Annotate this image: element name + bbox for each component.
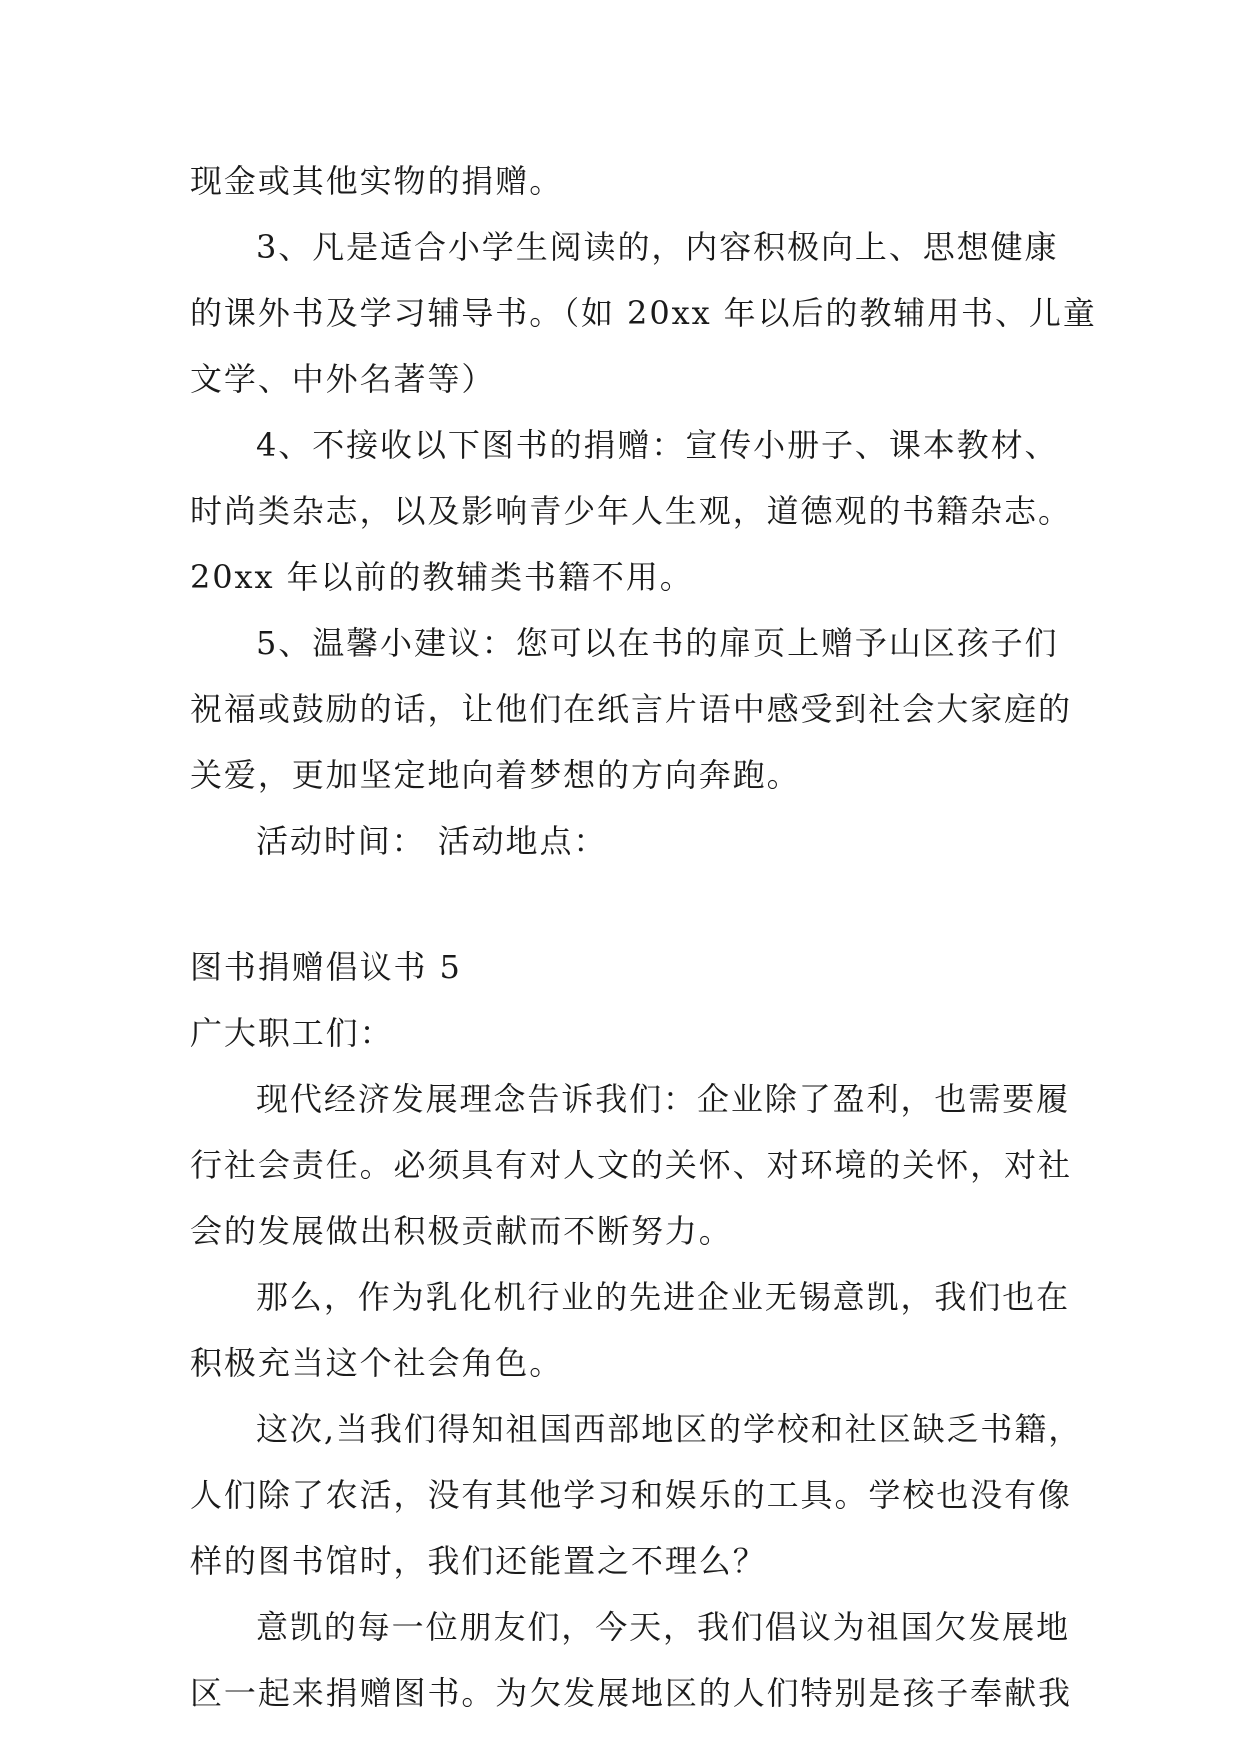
paragraph-line: 现代经济发展理念告诉我们：企业除了盈利，也需要履 xyxy=(256,1080,1071,1118)
paragraph-line: 的课外书及学习辅导书。（如 20xx 年以后的教辅用书、儿童 xyxy=(190,294,1097,332)
paragraph-line: 那么，作为乳化机行业的先进企业无锡意凯，我们也在 xyxy=(256,1278,1071,1316)
paragraph-line: 活动时间： 活动地点： xyxy=(256,822,608,860)
section-proposal-body xyxy=(190,1066,1083,1726)
paragraph-line: 3、凡是适合小学生阅读的，内容积极向上、思想健康 xyxy=(256,228,1059,266)
paragraph-line: 时尚类杂志，以及影响青少年人生观，道德观的书籍杂志。 xyxy=(190,492,1072,530)
greeting: 广大职工们： xyxy=(190,1014,394,1052)
paragraph-line: 行社会责任。必须具有对人文的关怀、对环境的关怀，对社 xyxy=(190,1146,1072,1184)
section-donation-rules xyxy=(190,148,1097,874)
paragraph-line: 20xx 年以前的教辅类书籍不用。 xyxy=(190,558,694,596)
paragraph-line: 4、不接收以下图书的捐赠：宣传小册子、课本教材、 xyxy=(256,426,1059,464)
paragraph-line: 样的图书馆时，我们还能置之不理么？ xyxy=(190,1542,767,1580)
paragraph-line: 关爱，更加坚定地向着梦想的方向奔跑。 xyxy=(190,756,801,794)
paragraph-line: 这次,当我们得知祖国西部地区的学校和社区缺乏书籍， xyxy=(256,1410,1083,1448)
paragraph-line: 文学、中外名著等） xyxy=(190,360,496,398)
paragraph-line: 会的发展做出积极贡献而不断努力。 xyxy=(190,1212,733,1250)
paragraph-line: 积极充当这个社会角色。 xyxy=(190,1344,564,1382)
paragraph-line: 祝福或鼓励的话，让他们在纸言片语中感受到社会大家庭的 xyxy=(190,690,1072,728)
paragraph-line: 5、温馨小建议：您可以在书的扉页上赠予山区孩子们 xyxy=(256,624,1059,662)
paragraph-line: 区一起来捐赠图书。为欠发展地区的人们特别是孩子奉献我 xyxy=(190,1674,1072,1712)
section-title: 图书捐赠倡议书 5 xyxy=(190,948,462,986)
paragraph-line: 现金或其他实物的捐赠。 xyxy=(190,162,564,200)
paragraph-line: 意凯的每一位朋友们，今天，我们倡议为祖国欠发展地 xyxy=(256,1608,1071,1646)
section-gap xyxy=(190,874,1060,934)
document-page xyxy=(190,148,1097,1726)
paragraph-line: 人们除了农活，没有其他学习和娱乐的工具。学校也没有像 xyxy=(190,1476,1072,1514)
